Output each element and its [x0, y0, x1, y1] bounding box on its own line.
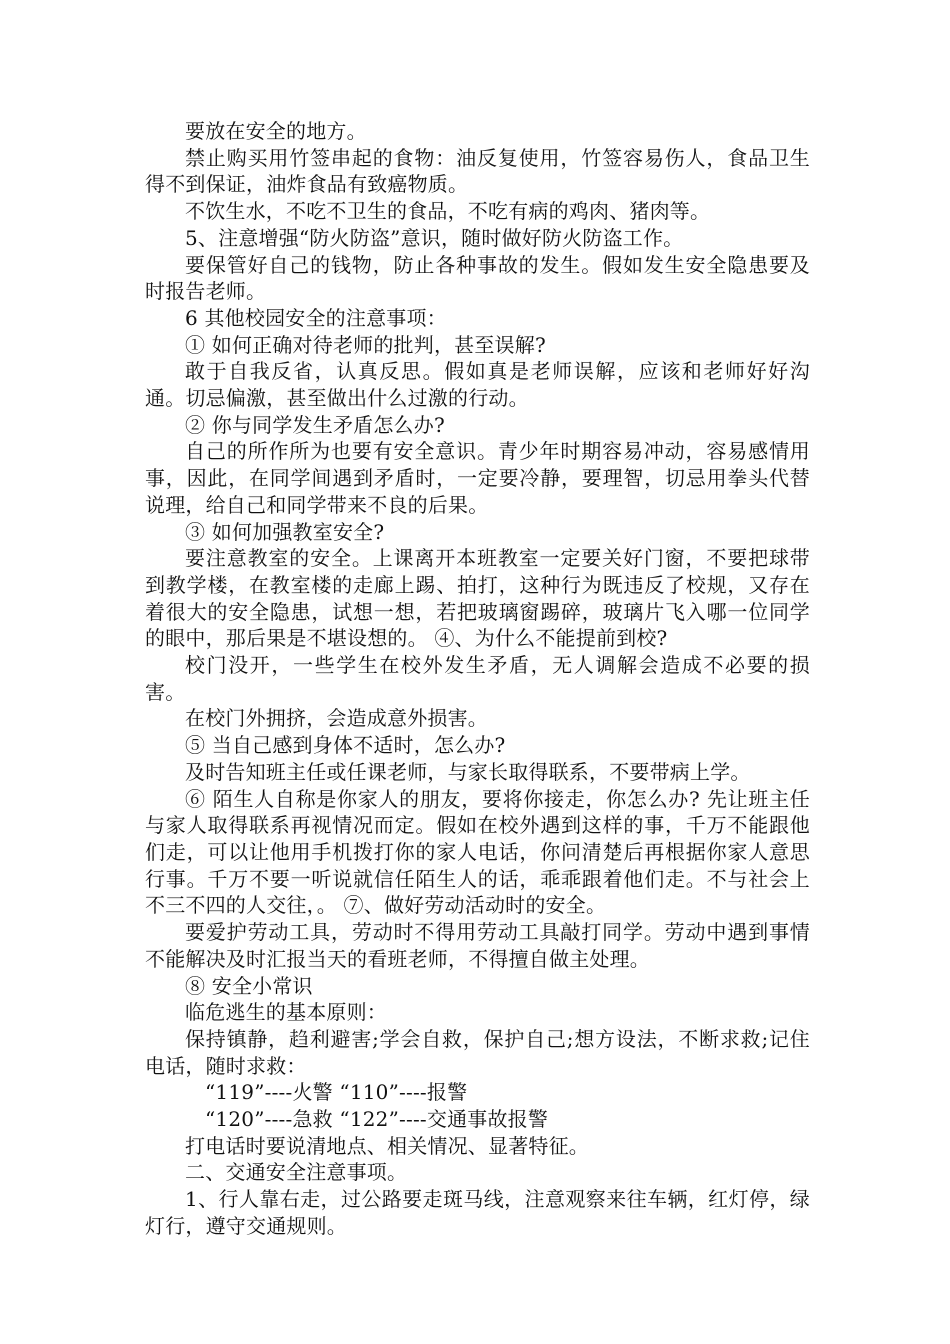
question-item: ⑧ 安全小常识: [185, 973, 313, 998]
paragraph: 要放在安全的地方。: [185, 119, 367, 143]
paragraph: 不饮生水，不吃不卫生的食品，不吃有病的鸡肉、猪肉等。: [185, 199, 711, 224]
paragraph: 1、行人靠右走，过公路要走斑马线，注意观察来往车辆，红灯停，绿灯行，遵守交通规则。: [145, 1187, 810, 1238]
paragraph: 在校门外拥挤，会造成意外损害。: [185, 706, 488, 731]
section-heading: 6 其他校园安全的注意事项：: [185, 305, 447, 330]
paragraph: 敢于自我反省，认真反思。假如真是老师误解，应该和老师好好沟通。切忌偏激，甚至做出什么过激的行动。: [145, 359, 810, 411]
phone-number-line: “119”----火警 “110”----报警: [205, 1080, 468, 1105]
paragraph: 要爱护劳动工具，劳动时不得用劳动工具敲打同学。劳动中遇到事情不能解决及时汇报当天的看班老师，不得擅自做主处理。: [145, 920, 810, 971]
paragraph: 打电话时要说清地点、相关情况、显著特征。: [185, 1133, 589, 1158]
phone-number-line: “120”----急救 “122”----交通事故报警: [205, 1107, 549, 1132]
paragraph: 临危逃生的基本原则：: [185, 1000, 387, 1025]
paragraph: 校门没开，一些学生在校外发生矛盾，无人调解会造成不必要的损害。: [145, 653, 810, 704]
document-body: [145, 118, 810, 1240]
paragraph: 保持镇静，趋利避害;学会自救，保护自己;想方设法，不断求救;记住电话，随时求救：: [145, 1026, 810, 1078]
paragraph: 及时告知班主任或任课老师，与家长取得联系，不要带病上学。: [185, 759, 751, 784]
paragraph: 要注意教室的安全。上课离开本班教室一定要关好门窗，不要把球带到教学楼，在教室楼的走廊上踢、拍打，这种行为既违反了校规，又存在着很大的安全隐患，试想一想，若把玻璃窗踢碎，玻璃片飞入哪一位同学的眼中，那后果是不堪设想的。 ④、为什么不能提前到校?: [145, 546, 810, 651]
paragraph: ⑥ 陌生人自称是你家人的朋友，要将你接走，你怎么办? 先让班主任与家人取得联系再视情况而定。假如在校外遇到这样的事，千万不能跟他们走，可以让他用手机拨打你的家人电话，你问清楚后再根据你家人意思行事。千万不要一听说就信任陌生人的话，乖乖跟着他们走。不与社会上不三不四的人交往，。 ⑦、做好劳动活动时的安全。: [145, 786, 810, 918]
question-item: ② 你与同学发生矛盾怎么办?: [185, 412, 445, 437]
question-item: ③ 如何加强教室安全?: [185, 519, 385, 544]
question-item: ⑤ 当自己感到身体不适时，怎么办?: [185, 733, 506, 758]
paragraph: 禁止购买用竹签串起的食物：油反复使用，竹签容易伤人，食品卫生得不到保证，油炸食品有致癌物质。: [145, 145, 810, 197]
question-item: ① 如何正确对待老师的批判，甚至误解?: [185, 332, 546, 357]
paragraph: 要保管好自己的钱物，防止各种事故的发生。假如发生安全隐患要及时报告老师。: [145, 252, 810, 304]
paragraph: 自己的所作所为也要有安全意识。青少年时期容易冲动，容易感情用事，因此，在同学间遇到矛盾时，一定要冷静，要理智，切忌用拳头代替说理，给自己和同学带来不良的后果。: [145, 439, 810, 517]
section-heading: 二、交通安全注意事项。: [185, 1160, 408, 1185]
section-heading: 5、注意增强“防火防盗”意识，随时做好防火防盗工作。: [185, 225, 684, 250]
